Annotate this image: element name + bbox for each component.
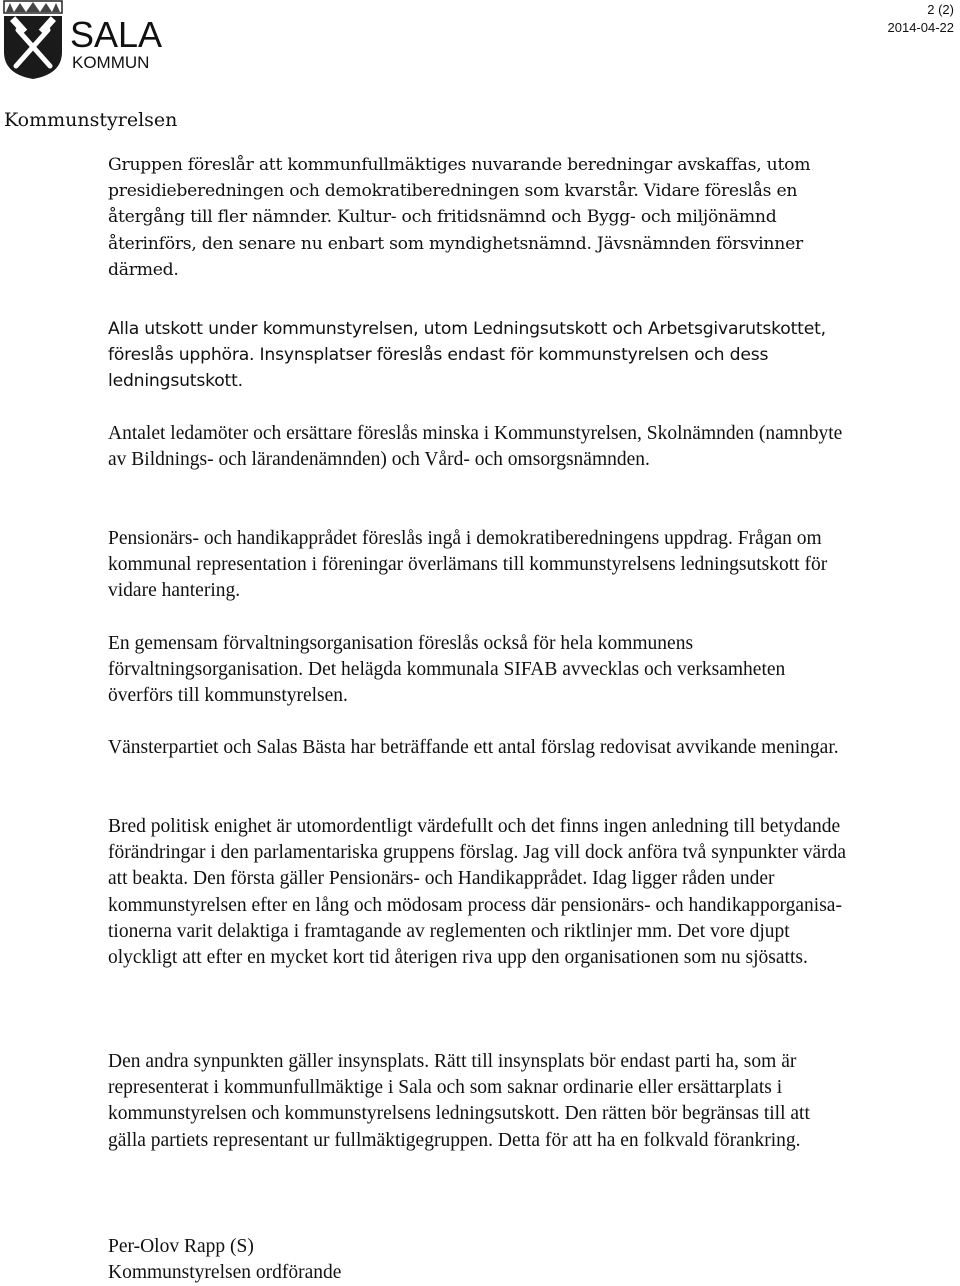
signatory-name: Per-Olov Rapp (S) bbox=[108, 1236, 254, 1257]
paragraph-7: Bred politisk enighet är utomordentligt värdefullt och det finns ingen anledning till betydande förändringar i den parlamentariska gruppens förslag. Jag vill dock anföra två synpunkter värda att beakta. Den första gäller Pensionärs- och Handikapprådet. Idag ligger råden under kommunstyrelsen efter en lång och mödosam process där pensionärs- och handikapporganisa-tionerna varit delaktiga i framtagande av reglementen och riktlinjer mm. Det vore djupt olyckligt att efter en mycket kort tid återigen riva upp den organisationen som nu sjösatts. bbox=[108, 816, 847, 969]
logo-subtitle: KOMMUN bbox=[72, 53, 150, 72]
paragraph-6: Vänsterpartiet och Salas Bästa har beträffande ett antal förslag redovisat avvikande meningar. bbox=[108, 737, 839, 758]
signatory-title: Kommunstyrelsen ordförande bbox=[108, 1262, 342, 1283]
signature-block bbox=[108, 1234, 608, 1286]
paragraph-1: Gruppen föreslår att kommunfullmäktiges nuvarande beredningar avskaffas, utom presidieberedningen och demokratiberedningen som kvarstår. Vidare föreslås en återgång till fler nämnder. Kultur- och fritidsnämnd och Bygg- och miljönämnd återinförs, den senare nu enbart som myndighetsnämnd. Jävsnämnden försvinner därmed. bbox=[108, 155, 811, 280]
page-number: 2 (2) bbox=[927, 2, 954, 17]
paragraph-5: En gemensam förvaltningsorganisation föreslås också för hela kommunens förvaltningsorganisation. Det helägda kommunala SIFAB avvecklas och verksamheten överförs till kommunstyrelsen. bbox=[108, 633, 786, 707]
paragraph-2: Alla utskott under kommunstyrelsen, utom Ledningsutskott och Arbetsgivarutskottet, föreslås upphöra. Insynsplatser föreslås endast för kommunstyrelsen och dess ledningsutskott. bbox=[108, 319, 826, 392]
logo-name: SALA bbox=[70, 14, 163, 55]
paragraph-3: Antalet ledamöter och ersättare föreslås minska i Kommunstyrelsen, Skolnämnden (namnbyte av Bildnings- och lärandenämnden) och Vård- och omsorgsnämnden. bbox=[108, 423, 843, 471]
sala-kommun-logo bbox=[2, 0, 177, 80]
document-date: 2014-04-22 bbox=[887, 20, 954, 35]
page-header bbox=[0, 0, 960, 110]
coat-of-arms-icon bbox=[2, 0, 64, 80]
paragraph-4: Pensionärs- och handikapprådet föreslås ingå i demokratiberedningens uppdrag. Frågan om kommunal representation i föreningar överlämans till kommunstyrelsens ledningsutskott för vidare hantering. bbox=[108, 528, 828, 602]
paragraph-8: Den andra synpunkten gäller insynsplats. Rätt till insynsplats bör endast parti ha, som är representerat i kommunfullmäktige i Sala och som saknar ordinarie eller ersättarplats i kommunstyrelsen och kommunstyrelsens ledningsutskott. Den rätten bör begränsas till att gälla partiets representant ur fullmäktigegruppen. Detta för att ha en folkvald förankring. bbox=[108, 1051, 810, 1151]
department-name: Kommunstyrelsen bbox=[4, 109, 178, 131]
